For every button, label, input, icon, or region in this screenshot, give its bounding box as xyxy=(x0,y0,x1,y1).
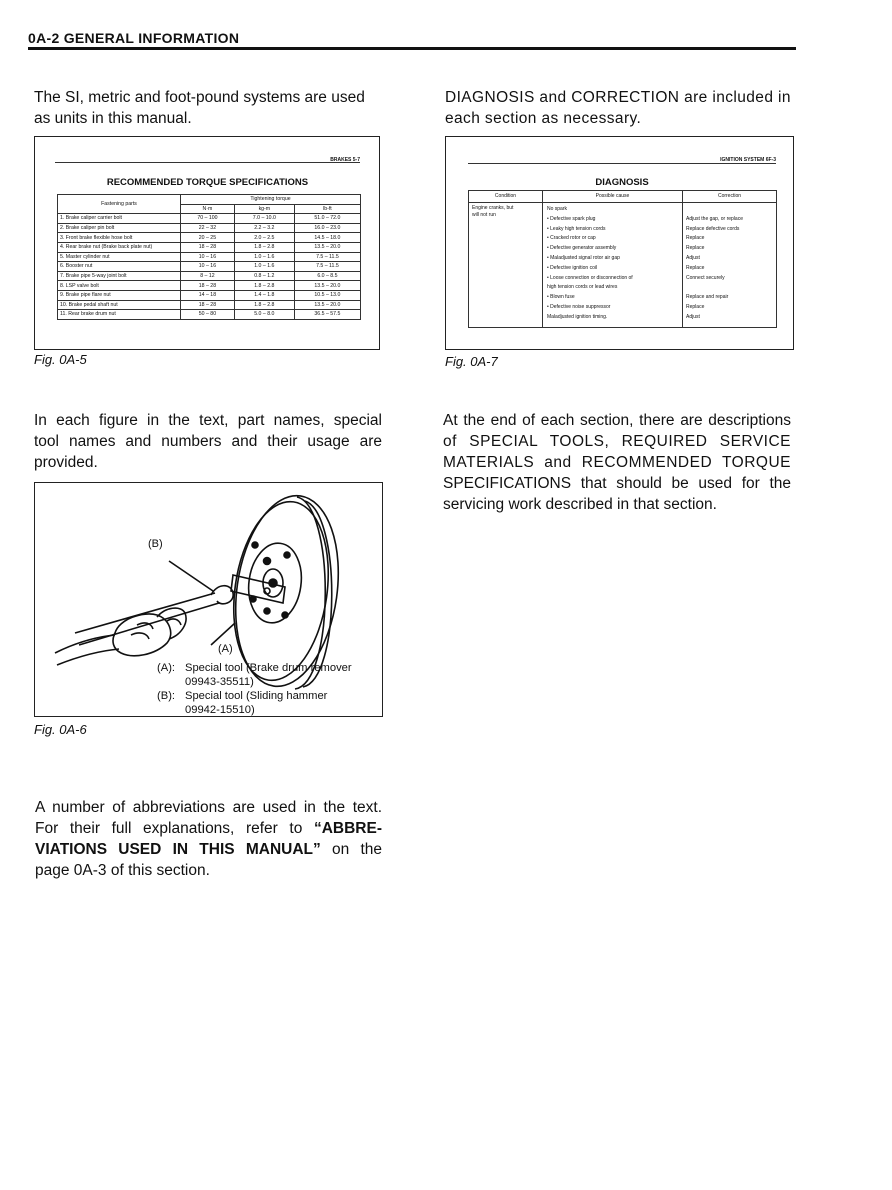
legend-key: (A): xyxy=(157,662,176,674)
torque-value-cell: 13.5 – 20.0 xyxy=(294,281,360,291)
torque-value-cell: 0.8 – 1.2 xyxy=(234,271,294,281)
paragraph-line: SPECIFICATIONS that should be used for the xyxy=(443,475,791,492)
torque-part-cell: 5. Master cylinder nut xyxy=(58,252,181,262)
end-section-paragraph xyxy=(443,410,791,515)
torque-table-title: RECOMMENDED TORQUE SPECIFICATIONS xyxy=(106,177,309,188)
torque-part-cell: 7. Brake pipe 5-way joint bolt xyxy=(58,271,181,281)
torque-part-cell: 9. Brake pipe flare nut xyxy=(58,290,181,300)
diagnosis-divider xyxy=(542,191,543,327)
torque-value-cell: 20 – 25 xyxy=(181,233,235,243)
paragraph-line: as units in this manual. xyxy=(34,110,192,127)
torque-part-cell: 1. Brake caliper carrier bolt xyxy=(58,214,181,224)
paragraph-line: tool names and numbers and their usage are xyxy=(34,433,382,450)
torque-value-cell: 16.0 – 23.0 xyxy=(294,223,360,233)
correction-line: Replace xyxy=(686,245,705,252)
paragraph-line: At the end of each section, there are descriptions xyxy=(443,412,791,429)
torque-row xyxy=(58,242,361,252)
torque-part-cell: 3. Front brake flexible hose bolt xyxy=(58,233,181,243)
torque-part-cell: 10. Brake pedal shaft nut xyxy=(58,300,181,310)
torque-row xyxy=(58,281,361,291)
torque-unit-nm: N·m xyxy=(181,204,235,214)
figure-page-header: IGNITION SYSTEM 6F-3 xyxy=(720,157,776,163)
correction-line xyxy=(686,283,743,293)
correction-line: Replace xyxy=(686,303,705,310)
paragraph-line: DIAGNOSIS and CORRECTION are included in xyxy=(445,89,791,106)
torque-value-cell: 1.8 – 2.8 xyxy=(234,300,294,310)
figure-caption: Fig. 0A-7 xyxy=(445,354,498,369)
correction-line: Adjust xyxy=(686,313,700,320)
diagnosis-header-correction: Correction xyxy=(717,193,742,199)
cause-line: • Defective generator assembly xyxy=(547,245,617,252)
torque-value-cell: 50 – 80 xyxy=(181,310,235,320)
cause-line: • Defective ignition coil xyxy=(547,264,598,271)
correction-line: Replace xyxy=(686,264,705,271)
legend-text: 09942-15510) xyxy=(185,704,255,716)
legend-text: Special tool (Sliding hammer xyxy=(185,690,328,702)
torque-value-cell: 2.0 – 2.5 xyxy=(234,233,294,243)
torque-value-cell: 14.5 – 18.0 xyxy=(294,233,360,243)
torque-value-cell: 7.5 – 11.5 xyxy=(294,252,360,262)
figure-page-rule xyxy=(468,163,776,164)
cause-line: • Leaky high tension cords xyxy=(547,225,606,232)
torque-part-cell: 6. Booster nut xyxy=(58,262,181,272)
torque-part-cell: 4. Rear brake nut (Brake back plate nut) xyxy=(58,242,181,252)
paragraph-line: servicing work described in that section. xyxy=(443,496,717,513)
torque-part-cell: 8. LSP valve bolt xyxy=(58,281,181,291)
torque-value-cell: 7.0 – 10.0 xyxy=(234,214,294,224)
label-a: (A) xyxy=(218,643,233,655)
torque-row xyxy=(58,252,361,262)
cause-line: No spark xyxy=(547,206,568,212)
paragraph-line: page 0A-3 of this section. xyxy=(35,862,210,879)
figure-caption: Fig. 0A-5 xyxy=(34,352,87,367)
abbreviations-paragraph xyxy=(35,797,382,881)
manual-reference: VIATIONS USED IN THIS MANUAL” xyxy=(35,841,321,858)
torque-table xyxy=(57,194,361,320)
torque-value-cell: 5.0 – 8.0 xyxy=(234,310,294,320)
paragraph-line xyxy=(35,839,382,860)
cause-line: • Defective spark plug xyxy=(547,215,596,222)
paragraph-text: For their full explanations, refer to xyxy=(35,820,314,837)
diagnosis-corrections xyxy=(686,205,743,323)
condition-line: Engine cranks, but xyxy=(472,205,514,211)
paragraph-line: In each figure in the text, part names, special xyxy=(34,412,382,429)
torque-value-cell: 13.5 – 20.0 xyxy=(294,242,360,252)
correction-line: Replace xyxy=(686,235,705,242)
torque-value-cell: 8 – 12 xyxy=(181,271,235,281)
paragraph-line: each section as necessary. xyxy=(445,110,642,127)
legend-key: (B): xyxy=(157,690,176,702)
legend-row xyxy=(157,675,352,689)
cause-line: Maladjusted ignition timing. xyxy=(547,313,608,320)
diagnosis-table xyxy=(468,190,777,328)
torque-col-part: Fastening parts xyxy=(58,195,181,214)
page-header: 0A-2 GENERAL INFORMATION xyxy=(28,30,240,46)
torque-row xyxy=(58,214,361,224)
torque-value-cell: 1.0 – 1.6 xyxy=(234,252,294,262)
torque-value-cell: 10.5 – 13.0 xyxy=(294,290,360,300)
torque-value-cell: 36.5 – 57.5 xyxy=(294,310,360,320)
torque-value-cell: 7.5 – 11.5 xyxy=(294,262,360,272)
torque-value-cell: 18 – 28 xyxy=(181,300,235,310)
torque-col-group: Tightening torque xyxy=(181,195,361,205)
cause-line: • Blown fuse xyxy=(547,294,575,301)
torque-row xyxy=(58,300,361,310)
torque-row xyxy=(58,310,361,320)
figure-0a5-torque-table xyxy=(34,136,380,350)
torque-row xyxy=(58,290,361,300)
legend-row xyxy=(157,689,352,703)
torque-part-cell: 2. Brake caliper pin bolt xyxy=(58,223,181,233)
condition-line: will not run xyxy=(472,212,496,218)
correction-line: Adjust the gap, or replace xyxy=(686,215,743,222)
figure-caption: Fig. 0A-6 xyxy=(34,722,87,737)
manual-reference: “ABBRE- xyxy=(313,820,382,837)
torque-value-cell: 1.4 – 1.8 xyxy=(234,290,294,300)
paragraph-line: of SPECIAL TOOLS, REQUIRED SERVICE xyxy=(443,433,791,450)
diagnosis-causes xyxy=(547,205,633,323)
torque-value-cell: 14 – 18 xyxy=(181,290,235,300)
correction-line: Connect securely xyxy=(686,274,725,281)
diagnosis-title: DIAGNOSIS xyxy=(595,177,649,188)
torque-value-cell: 70 – 100 xyxy=(181,214,235,224)
paragraph-line: A number of abbreviations are used in the text. xyxy=(35,799,382,816)
legend-key xyxy=(157,703,185,717)
tool-legend xyxy=(157,661,352,717)
units-paragraph xyxy=(34,87,365,129)
torque-value-cell: 1.8 – 2.8 xyxy=(234,242,294,252)
diagnosis-paragraph xyxy=(445,87,791,129)
torque-value-cell: 6.0 – 8.5 xyxy=(294,271,360,281)
correction-line: Replace defective cords xyxy=(686,225,740,232)
torque-row xyxy=(58,233,361,243)
diagnosis-divider xyxy=(682,191,683,327)
figure-page-header: BRAKES 5-7 xyxy=(330,157,360,163)
legend-text: Special tool (Brake drum remover xyxy=(185,662,352,674)
torque-value-cell: 10 – 16 xyxy=(181,252,235,262)
diagnosis-header-condition: Condition xyxy=(494,193,517,199)
torque-value-cell: 2.2 – 3.2 xyxy=(234,223,294,233)
torque-value-cell: 1.0 – 1.6 xyxy=(234,262,294,272)
label-b: (B) xyxy=(148,538,163,550)
cause-line: • Cracked rotor or cap xyxy=(547,235,596,242)
paragraph-line xyxy=(35,818,382,839)
figure-0a6-brake-drum-tool xyxy=(34,482,383,717)
paragraph-line: The SI, metric and foot-pound systems are used xyxy=(34,89,365,106)
cause-line: • Maladjusted signal rotor air gap xyxy=(547,254,620,261)
torque-row xyxy=(58,262,361,272)
diagnosis-divider xyxy=(469,202,776,203)
legend-row xyxy=(157,661,352,675)
torque-row xyxy=(58,223,361,233)
torque-value-cell: 13.5 – 20.0 xyxy=(294,300,360,310)
correction-line: Replace and repair xyxy=(686,294,729,301)
paragraph-text: on the xyxy=(320,841,382,858)
torque-value-cell: 51.0 – 72.0 xyxy=(294,214,360,224)
torque-part-cell: 11. Rear brake drum nut xyxy=(58,310,181,320)
cause-line: high tension cords or lead wires xyxy=(547,284,618,291)
torque-unit-kgm: kg-m xyxy=(234,204,294,214)
legend-key xyxy=(157,675,185,689)
diagnosis-condition xyxy=(472,205,513,219)
header-rule xyxy=(28,47,796,50)
torque-value-cell: 18 – 28 xyxy=(181,281,235,291)
paragraph-line: provided. xyxy=(34,454,98,471)
torque-value-cell: 22 – 32 xyxy=(181,223,235,233)
legend-text: 09943-35511) xyxy=(185,676,254,688)
torque-row xyxy=(58,271,361,281)
diagnosis-header-cause: Possible cause xyxy=(595,193,630,199)
torque-unit-lbft: lb-ft xyxy=(294,204,360,214)
legend-row xyxy=(157,703,352,717)
torque-value-cell: 1.8 – 2.8 xyxy=(234,281,294,291)
figures-paragraph xyxy=(34,410,382,473)
torque-value-cell: 10 – 16 xyxy=(181,262,235,272)
cause-line: • Loose connection or disconnection of xyxy=(547,274,633,281)
figure-0a7-diagnosis-table xyxy=(445,136,794,350)
correction-line: Adjust xyxy=(686,254,700,261)
torque-value-cell: 18 – 28 xyxy=(181,242,235,252)
correction-line xyxy=(686,205,743,215)
cause-line: • Defective noise suppressor xyxy=(547,303,611,310)
paragraph-line: MATERIALS and RECOMMENDED TORQUE xyxy=(443,454,791,471)
